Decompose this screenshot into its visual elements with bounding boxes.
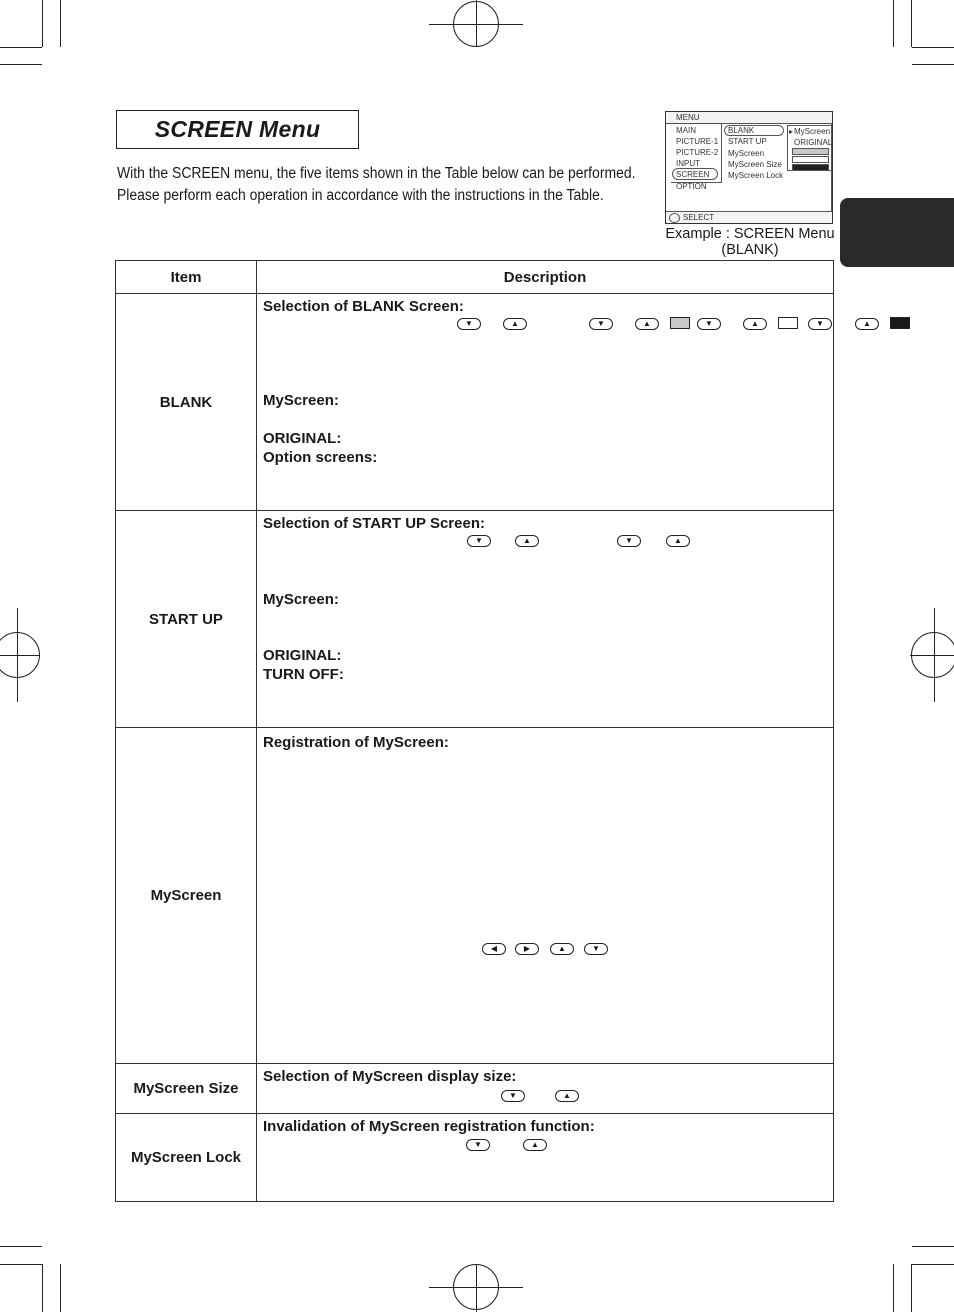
osd-main-item: INPUT (676, 159, 700, 168)
myscreen-size-heading: Selection of MyScreen display size: (263, 1068, 517, 1085)
osd-main-item: OPTION (676, 182, 707, 191)
item-cell: MyScreen Lock (116, 1114, 257, 1202)
blank-label: ORIGINAL: (263, 430, 342, 447)
osd-caption (665, 226, 835, 258)
down-arrow-button-icon: ▼ (617, 535, 641, 547)
crop-mark (910, 655, 954, 656)
item-cell: MyScreen Size (116, 1064, 257, 1114)
osd-black-option (792, 164, 829, 171)
crop-mark (0, 1264, 42, 1265)
crop-mark (476, 0, 477, 47)
down-arrow-button-icon: ▼ (467, 535, 491, 547)
table-row (116, 1114, 834, 1202)
page-title: SCREEN Menu (154, 116, 321, 142)
crop-mark (0, 47, 42, 48)
item-cell: START UP (116, 511, 257, 728)
osd-main-item: MAIN (676, 126, 696, 135)
myscreen-heading: Registration of MyScreen: (263, 734, 449, 751)
screen-menu-table (115, 260, 871, 1202)
crop-mark (912, 47, 954, 48)
crop-mark (911, 1264, 912, 1312)
up-arrow-button-icon: ▲ (503, 318, 527, 330)
startup-label: TURN OFF: (263, 666, 344, 683)
crop-mark (934, 608, 935, 702)
down-arrow-button-icon: ▼ (457, 318, 481, 330)
osd-gray-option (792, 148, 829, 155)
black-screen-swatch (890, 317, 910, 329)
osd-blank-options (787, 125, 832, 171)
crop-mark (893, 1264, 894, 1312)
osd-screen-item: START UP (728, 137, 767, 146)
description-column-header: Description (257, 261, 834, 294)
startup-label: ORIGINAL: (263, 647, 342, 664)
blank-heading: Selection of BLANK Screen: (263, 298, 464, 315)
osd-select-label: SELECT (683, 213, 715, 222)
up-arrow-button-icon: ▲ (555, 1090, 579, 1102)
blank-label: Option screens: (263, 449, 378, 466)
crop-mark (912, 1264, 954, 1265)
crop-mark (17, 608, 18, 702)
intro-text (117, 163, 635, 207)
description-cell (257, 1064, 834, 1114)
crop-mark (0, 655, 40, 656)
up-arrow-button-icon: ▲ (855, 318, 879, 330)
down-arrow-button-icon: ▼ (808, 318, 832, 330)
crop-mark (0, 64, 42, 65)
osd-main-item: PICTURE-2 (676, 148, 719, 157)
down-arrow-button-icon: ▼ (466, 1139, 490, 1151)
description-cell (257, 728, 834, 1064)
caption-line: (BLANK) (721, 242, 779, 258)
table-header-row (116, 261, 834, 294)
down-arrow-button-icon: ▼ (584, 943, 608, 955)
gray-screen-swatch (670, 317, 690, 329)
item-column-header: Item (116, 261, 257, 294)
crop-mark (476, 1264, 477, 1312)
table-row (116, 1064, 834, 1114)
intro-line: Please perform each operation in accordance with the instructions in the Table. (117, 187, 604, 204)
osd-screen-item: MyScreen Lock (728, 171, 784, 180)
table-row (116, 511, 834, 728)
osd-top-bar (666, 112, 832, 124)
up-arrow-button-icon: ▲ (515, 535, 539, 547)
right-arrow-button-icon: ▶ (515, 943, 539, 955)
description-cell (257, 1114, 834, 1202)
item-cell: BLANK (116, 294, 257, 511)
crop-mark (0, 1246, 42, 1247)
osd-screen-item: MyScreen (728, 149, 765, 158)
startup-label: MyScreen: (263, 591, 339, 608)
down-arrow-button-icon: ▼ (589, 318, 613, 330)
osd-main-item: PICTURE-1 (676, 137, 719, 146)
crop-mark (893, 0, 894, 47)
up-arrow-button-icon: ▲ (550, 943, 574, 955)
caret-right-icon: ▸ (789, 127, 794, 136)
crop-mark (42, 1264, 43, 1312)
crop-mark (42, 0, 43, 47)
up-arrow-button-icon: ▲ (523, 1139, 547, 1151)
white-screen-swatch (778, 317, 798, 329)
osd-screen-item: BLANK (728, 126, 755, 135)
osd-menu-example (665, 111, 833, 224)
crop-mark (60, 1264, 61, 1312)
up-arrow-button-icon: ▲ (635, 318, 659, 330)
page-title-box (116, 110, 359, 149)
startup-heading: Selection of START UP Screen: (263, 515, 485, 532)
table-row (116, 728, 834, 1064)
osd-screen-item: MyScreen Size (728, 160, 782, 169)
description-cell (257, 294, 871, 511)
crop-mark (911, 0, 912, 47)
up-arrow-button-icon: ▲ (666, 535, 690, 547)
osd-main-item: SCREEN (676, 170, 710, 179)
myscreen-lock-heading: Invalidation of MyScreen registration function: (263, 1118, 595, 1135)
caption-line: Example : SCREEN Menu (665, 226, 835, 242)
section-tab (840, 198, 954, 267)
crop-mark (60, 0, 61, 47)
osd-bottom-bar (666, 211, 832, 223)
table-row (116, 294, 834, 511)
osd-option-item: ORIGINAL (794, 138, 833, 147)
item-cell: MyScreen (116, 728, 257, 1064)
osd-menu-label: MENU (676, 113, 700, 122)
description-cell (257, 511, 834, 728)
osd-option-item: MyScreen (794, 127, 831, 136)
osd-white-option (792, 156, 829, 163)
down-arrow-button-icon: ▼ (697, 318, 721, 330)
left-arrow-button-icon: ◀ (482, 943, 506, 955)
crop-mark (912, 1246, 954, 1247)
up-arrow-button-icon: ▲ (743, 318, 767, 330)
blank-label: MyScreen: (263, 392, 339, 409)
intro-line: With the SCREEN menu, the five items shown in the Table below can be performed. (117, 165, 636, 182)
crop-mark (912, 64, 954, 65)
select-icon (669, 213, 680, 223)
down-arrow-button-icon: ▼ (501, 1090, 525, 1102)
